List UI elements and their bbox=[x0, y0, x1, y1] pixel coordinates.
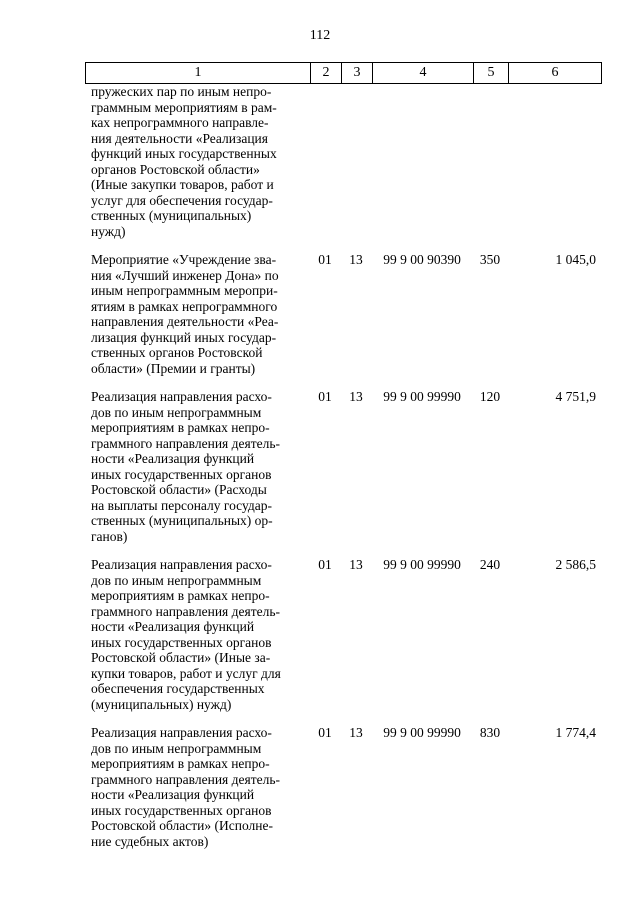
expense-type-code: 240 bbox=[479, 557, 501, 572]
description-line: обеспечения государственных bbox=[91, 681, 265, 696]
description-line: мероприятиям в рамках непро- bbox=[91, 420, 270, 435]
description-line: ния деятельности «Реализация bbox=[91, 130, 268, 146]
description-line: нужд) bbox=[91, 223, 126, 239]
header-col-1: 1 bbox=[86, 63, 311, 84]
header-row bbox=[86, 63, 602, 84]
amount: 1 774,4 bbox=[555, 725, 596, 740]
row-description bbox=[85, 557, 311, 712]
table-header bbox=[85, 62, 602, 84]
expense-type-code: 830 bbox=[479, 725, 501, 740]
description-line: граммного направления деятель- bbox=[91, 771, 280, 787]
header-col-3: 3 bbox=[342, 63, 373, 84]
description-line: граммным мероприятиям в рам- bbox=[91, 99, 277, 115]
description-line: иным непрограммным меропри- bbox=[91, 283, 278, 298]
target-article-code: 99 9 00 99990 bbox=[383, 557, 461, 572]
table-row bbox=[85, 84, 601, 239]
description-line: (Иные закупки товаров, работ и bbox=[91, 177, 274, 192]
section-code: 01 bbox=[318, 389, 332, 404]
subsection-code: 13 bbox=[349, 252, 363, 267]
header-col-4: 4 bbox=[373, 63, 474, 84]
amount: 2 586,5 bbox=[555, 557, 596, 572]
amount: 4 751,9 bbox=[555, 389, 596, 404]
description-line: ственных органов Ростовской bbox=[91, 345, 263, 360]
description-line: ганов) bbox=[91, 528, 128, 544]
description-line: граммного направления деятель- bbox=[91, 603, 280, 619]
table-row bbox=[85, 252, 601, 376]
description-line: граммного направления деятель- bbox=[91, 435, 280, 451]
description-line: дов по иным непрограммным bbox=[91, 740, 262, 756]
description-line: ности «Реализация функций bbox=[91, 787, 255, 802]
description-line: купки товаров, работ и услуг для bbox=[91, 665, 281, 681]
section-code: 01 bbox=[318, 252, 332, 267]
description-line: ности «Реализация функций bbox=[91, 619, 255, 634]
description-line: лизация функций иных государ- bbox=[91, 329, 277, 345]
description-line: ках непрограммного направле- bbox=[91, 115, 269, 130]
description-line: услуг для обеспечения государ- bbox=[91, 192, 273, 208]
description-line: иных государственных органов bbox=[91, 802, 272, 818]
row-description bbox=[85, 252, 311, 376]
description-line: ния «Лучший инженер Дона» по bbox=[91, 267, 279, 283]
description-line: ственных (муниципальных) ор- bbox=[91, 513, 273, 528]
description-line: Реализация направления расхо- bbox=[91, 557, 272, 572]
row-description bbox=[85, 389, 311, 544]
target-article-code: 99 9 00 90390 bbox=[383, 252, 461, 267]
description-line: мероприятиям в рамках непро- bbox=[91, 588, 270, 603]
expense-type-code: 350 bbox=[479, 252, 501, 267]
description-line: дов по иным непрограммным bbox=[91, 404, 262, 420]
subsection-code: 13 bbox=[349, 725, 363, 740]
description-line: Реализация направления расхо- bbox=[91, 389, 272, 404]
description-line: Ростовской области» (Исполне- bbox=[91, 818, 273, 833]
description-line: на выплаты персоналу государ- bbox=[91, 497, 272, 513]
table-row bbox=[85, 389, 601, 544]
subsection-code: 13 bbox=[349, 557, 363, 572]
table-row bbox=[85, 725, 601, 849]
table-row bbox=[85, 557, 601, 712]
page-number: 112 bbox=[309, 28, 331, 43]
header-col-6: 6 bbox=[509, 63, 602, 84]
description-line: ности «Реализация функций bbox=[91, 451, 255, 466]
description-line: Мероприятие «Учреждение зва- bbox=[91, 252, 277, 267]
description-line: Ростовской области» (Иные за- bbox=[91, 650, 271, 665]
description-line: ственных (муниципальных) bbox=[91, 208, 252, 223]
description-line: ятиям в рамках непрограммного bbox=[91, 298, 278, 314]
description-line: ние судебных актов) bbox=[91, 833, 209, 849]
description-line: иных государственных органов bbox=[91, 634, 272, 650]
description-line: пружеских пар по иным непро- bbox=[91, 84, 272, 99]
table-body bbox=[85, 84, 601, 862]
row-description bbox=[85, 84, 311, 239]
description-line: органов Ростовской области» bbox=[91, 161, 260, 177]
description-line: Реализация направления расхо- bbox=[91, 725, 272, 740]
header-col-5: 5 bbox=[474, 63, 509, 84]
expense-type-code: 120 bbox=[479, 389, 501, 404]
header-col-2: 2 bbox=[311, 63, 342, 84]
amount: 1 045,0 bbox=[555, 252, 596, 267]
description-line: иных государственных органов bbox=[91, 466, 272, 482]
description-line: мероприятиям в рамках непро- bbox=[91, 756, 270, 771]
section-code: 01 bbox=[318, 557, 332, 572]
description-line: (муниципальных) нужд) bbox=[91, 696, 232, 712]
description-line: функций иных государственных bbox=[91, 146, 277, 161]
section-code: 01 bbox=[318, 725, 332, 740]
target-article-code: 99 9 00 99990 bbox=[383, 725, 461, 740]
target-article-code: 99 9 00 99990 bbox=[383, 389, 461, 404]
description-line: Ростовской области» (Расходы bbox=[91, 482, 267, 497]
description-line: области» (Премии и гранты) bbox=[91, 360, 256, 376]
subsection-code: 13 bbox=[349, 389, 363, 404]
description-line: дов по иным непрограммным bbox=[91, 572, 262, 588]
row-description bbox=[85, 725, 311, 849]
description-line: направления деятельности «Реа- bbox=[91, 314, 279, 329]
